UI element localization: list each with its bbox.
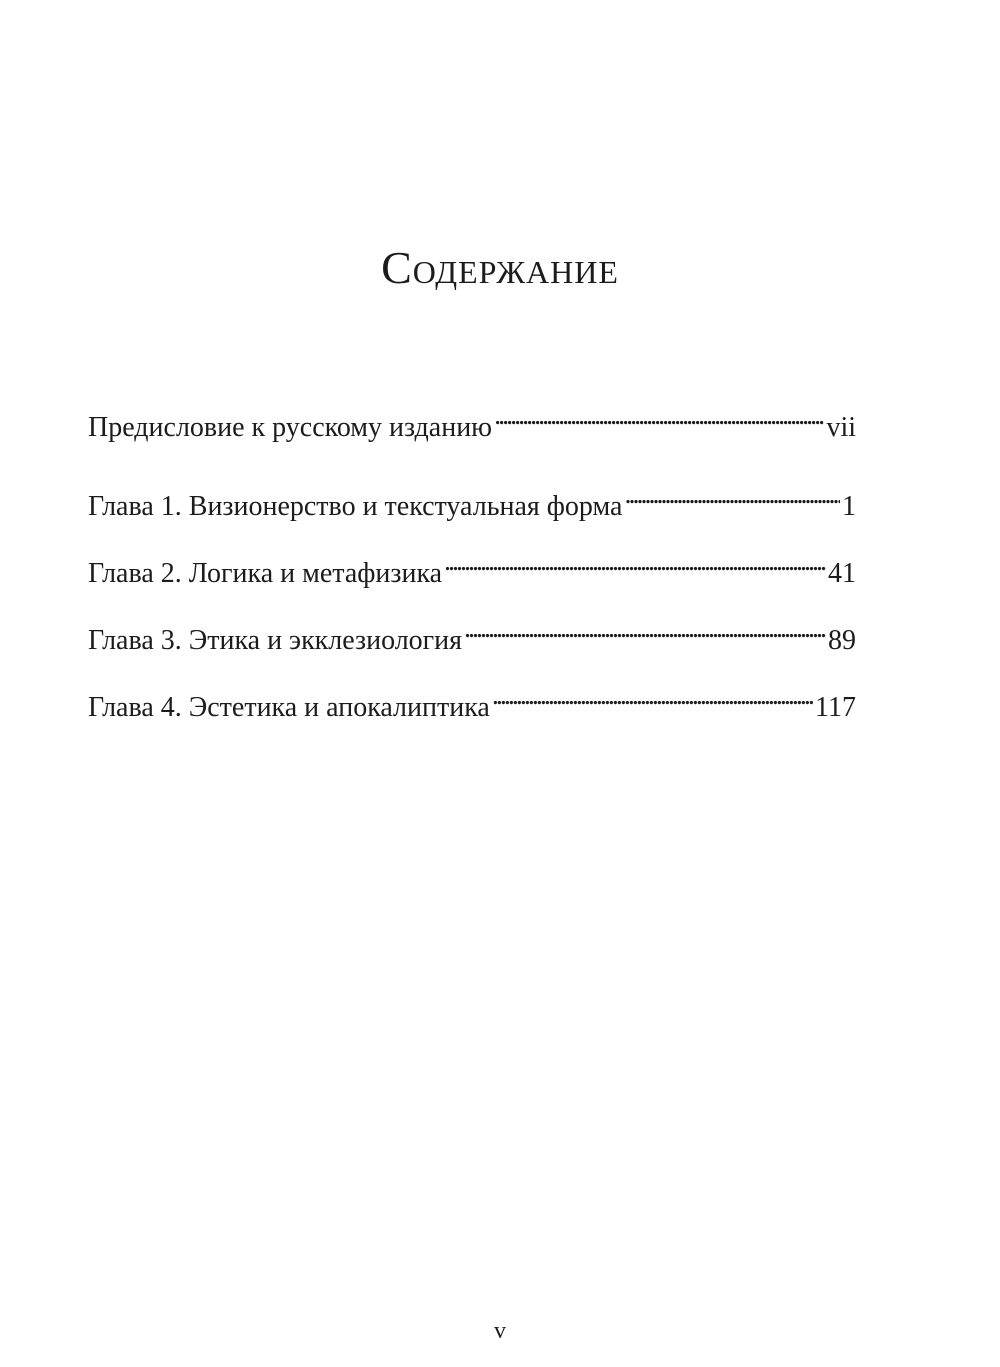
toc-entry-page: vii <box>826 412 856 443</box>
toc-leader-dots <box>464 609 826 649</box>
toc-entry-page: 41 <box>828 558 856 589</box>
toc-entry-page: 117 <box>815 692 856 723</box>
toc-entry-page: 89 <box>828 625 856 656</box>
toc-entry-label: Глава 3. Этика и экклезиология <box>88 625 463 656</box>
toc-leader-dots <box>444 542 826 582</box>
page-number: v <box>494 1318 506 1344</box>
toc-entry-page: 1 <box>842 491 856 522</box>
page-title: Содержание <box>381 242 619 293</box>
toc-entry-chapter-1 <box>88 475 856 527</box>
toc-leader-dots <box>494 396 824 436</box>
toc-entry-label: Глава 1. Визионерство и текстуальная форма <box>88 491 623 522</box>
toc-entry-label: Глава 4. Эстетика и апокалиптика <box>88 692 490 723</box>
toc-leader-dots <box>624 475 840 515</box>
toc-entry-label: Глава 2. Логика и метафизика <box>88 558 443 589</box>
toc-leader-dots <box>492 676 813 716</box>
toc-entry-label: Предисловие к русскому изданию <box>88 412 493 443</box>
table-of-contents <box>88 396 856 728</box>
toc-entry-chapter-3 <box>88 609 856 661</box>
toc-entry-chapter-2 <box>88 542 856 594</box>
toc-entry-preface <box>88 396 856 448</box>
toc-entry-chapter-4 <box>88 676 856 728</box>
